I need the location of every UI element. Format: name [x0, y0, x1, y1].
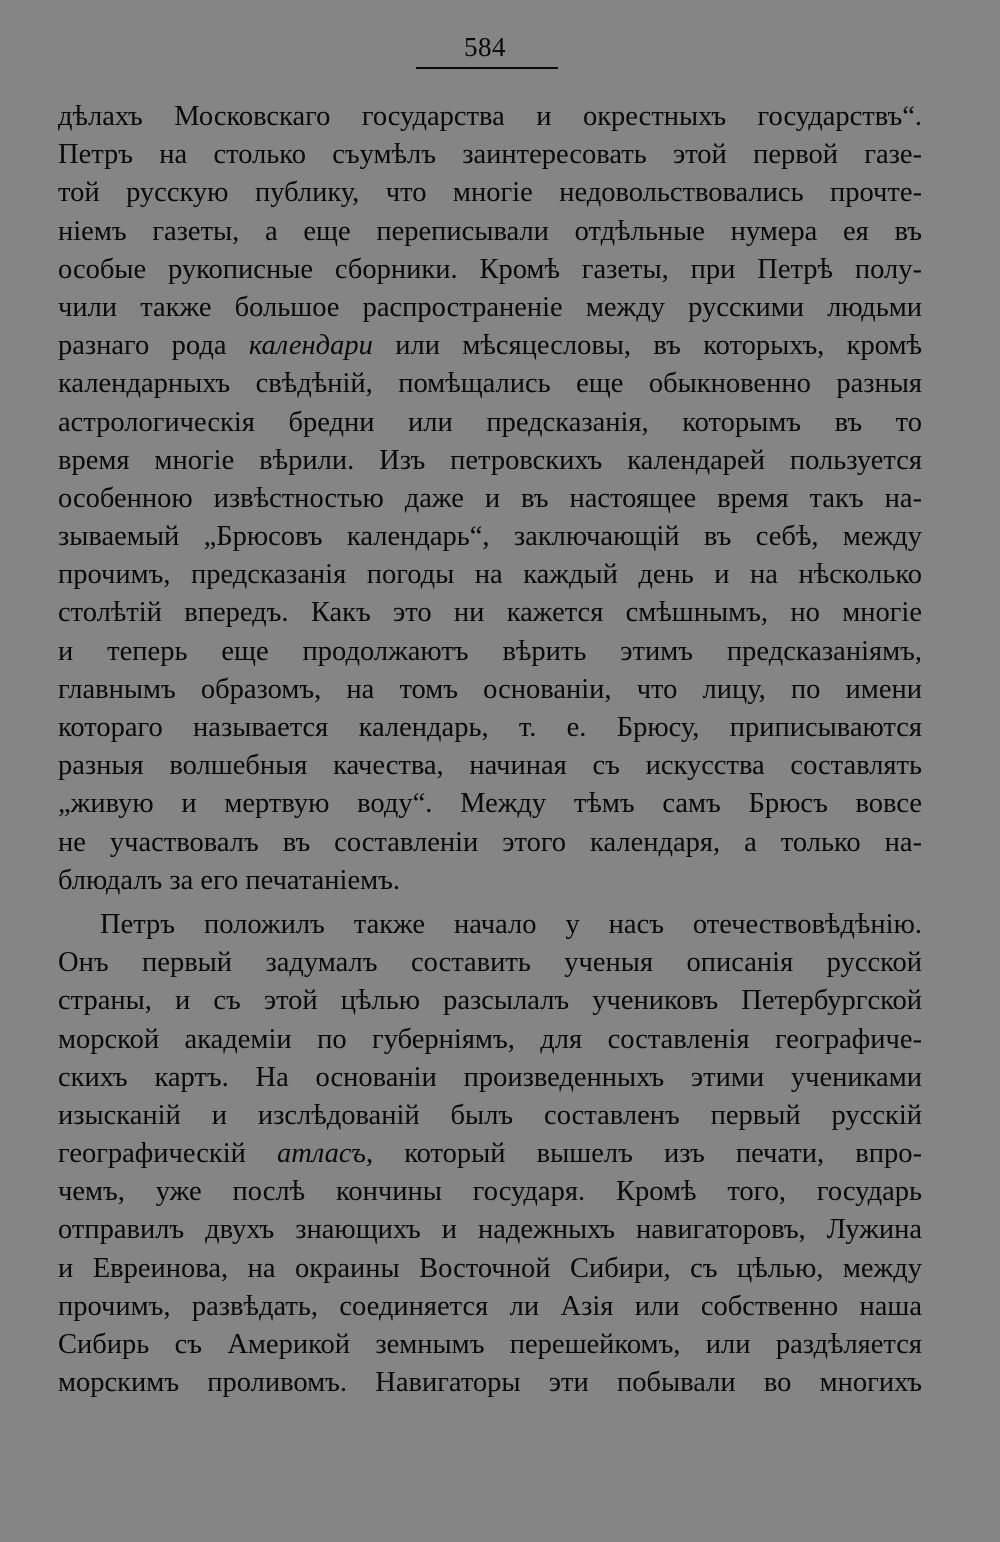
text-line: морскимъ проливомъ. Навигаторы эти побывали во многихъ — [58, 1367, 922, 1399]
text-line: „живую и мертвую воду“. Между тѣмъ самъ Брюсъ вовсе — [58, 788, 922, 820]
italic-term: атласъ — [277, 1138, 366, 1170]
text-line: скихъ картъ. На основаніи произведенныхъ этими учениками — [58, 1061, 922, 1093]
text-line: прочимъ, развѣдать, соединяется ли Азія или собственно наша — [58, 1290, 922, 1322]
text-line: дѣлахъ Московскаго государства и окрестныхъ государствъ“. — [58, 101, 922, 132]
text-line: астрологическія бредни или предсказанія, которымъ въ то — [58, 406, 922, 438]
text-line: и теперь еще продолжаютъ вѣрить этимъ предсказаніямъ, — [58, 635, 922, 667]
text-line: географическій атласъ, который вышелъ изъ печати, впро- — [58, 1138, 922, 1170]
text-line: календарныхъ свѣдѣній, помѣщались еще обыкновенно разныя — [58, 368, 922, 400]
text-line: разныя волшебныя качества, начиная съ искусства составлять — [58, 750, 922, 782]
text-line: особые рукописные сборники. Кромѣ газеты, при Петрѣ полу- — [58, 253, 922, 285]
text-line: страны, и съ этой цѣлью разсылалъ учениковъ Петербургской — [58, 985, 922, 1017]
text-line: столѣтій впередъ. Какъ это ни кажется смѣшнымъ, но многіе — [58, 597, 922, 629]
paragraph-2 — [58, 906, 922, 1402]
text-line: не участвовалъ въ составленіи этого календаря, а только на- — [58, 826, 922, 858]
text-line: той русскую публику, что многіе недовольствовались прочте- — [58, 177, 922, 209]
body-text — [58, 98, 922, 1402]
text-line: время многіе вѣрили. Изъ петровскихъ календарей пользуется — [58, 444, 922, 476]
text-line: разнаго рода календари или мѣсяцесловы, въ которыхъ, кромѣ — [58, 330, 922, 362]
text-line: чили также большое распространеніе между русскими людьми — [58, 291, 922, 323]
text-line: чемъ, уже послѣ кончины государя. Кромѣ того, государь — [58, 1176, 922, 1208]
italic-term: календари — [248, 330, 373, 362]
text-line: зываемый „Брюсовъ календарь“, заключающій въ себѣ, между — [58, 521, 922, 553]
page-number-rule — [416, 67, 558, 69]
text-line: главнымъ образомъ, на томъ основаніи, что лицу, по имени — [58, 673, 922, 705]
text-line: изысканій и изслѣдованій былъ составленъ первый русскій — [58, 1099, 922, 1131]
text-line: Сибирь съ Америкой земнымъ перешейкомъ, или раздѣляется — [58, 1329, 922, 1360]
text-line: и Евреинова, на окраины Восточной Сибири, съ цѣлью, между — [58, 1252, 922, 1284]
text-line: прочимъ, предсказанія погоды на каждый день и на нѣсколько — [58, 559, 922, 591]
text-line: Петръ на столько съумѣлъ заинтересовать этой первой газе- — [58, 139, 922, 171]
page-number: 584 — [464, 32, 506, 62]
text-line: Петръ положилъ также начало у насъ отечествовѣдѣнію. — [100, 908, 922, 940]
text-line: котораго называется календарь, т. е. Брюсу, приписываются — [58, 712, 922, 743]
paragraph-1 — [58, 98, 922, 900]
text-line: Онъ первый задумалъ составить ученыя описанія русской — [58, 947, 922, 979]
text-line: ніемъ газеты, а еще переписывали отдѣльные нумера ея въ — [58, 215, 922, 247]
text-line: блюдалъ за его печатаніемъ. — [58, 864, 400, 896]
text-line: морской академіи по губерніямъ, для составленія географиче- — [58, 1023, 922, 1055]
text-line: особенною извѣстностью даже и въ настоящее время такъ на- — [58, 482, 922, 514]
text-line: отправилъ двухъ знающихъ и надежныхъ навигаторовъ, Лужина — [58, 1214, 922, 1246]
